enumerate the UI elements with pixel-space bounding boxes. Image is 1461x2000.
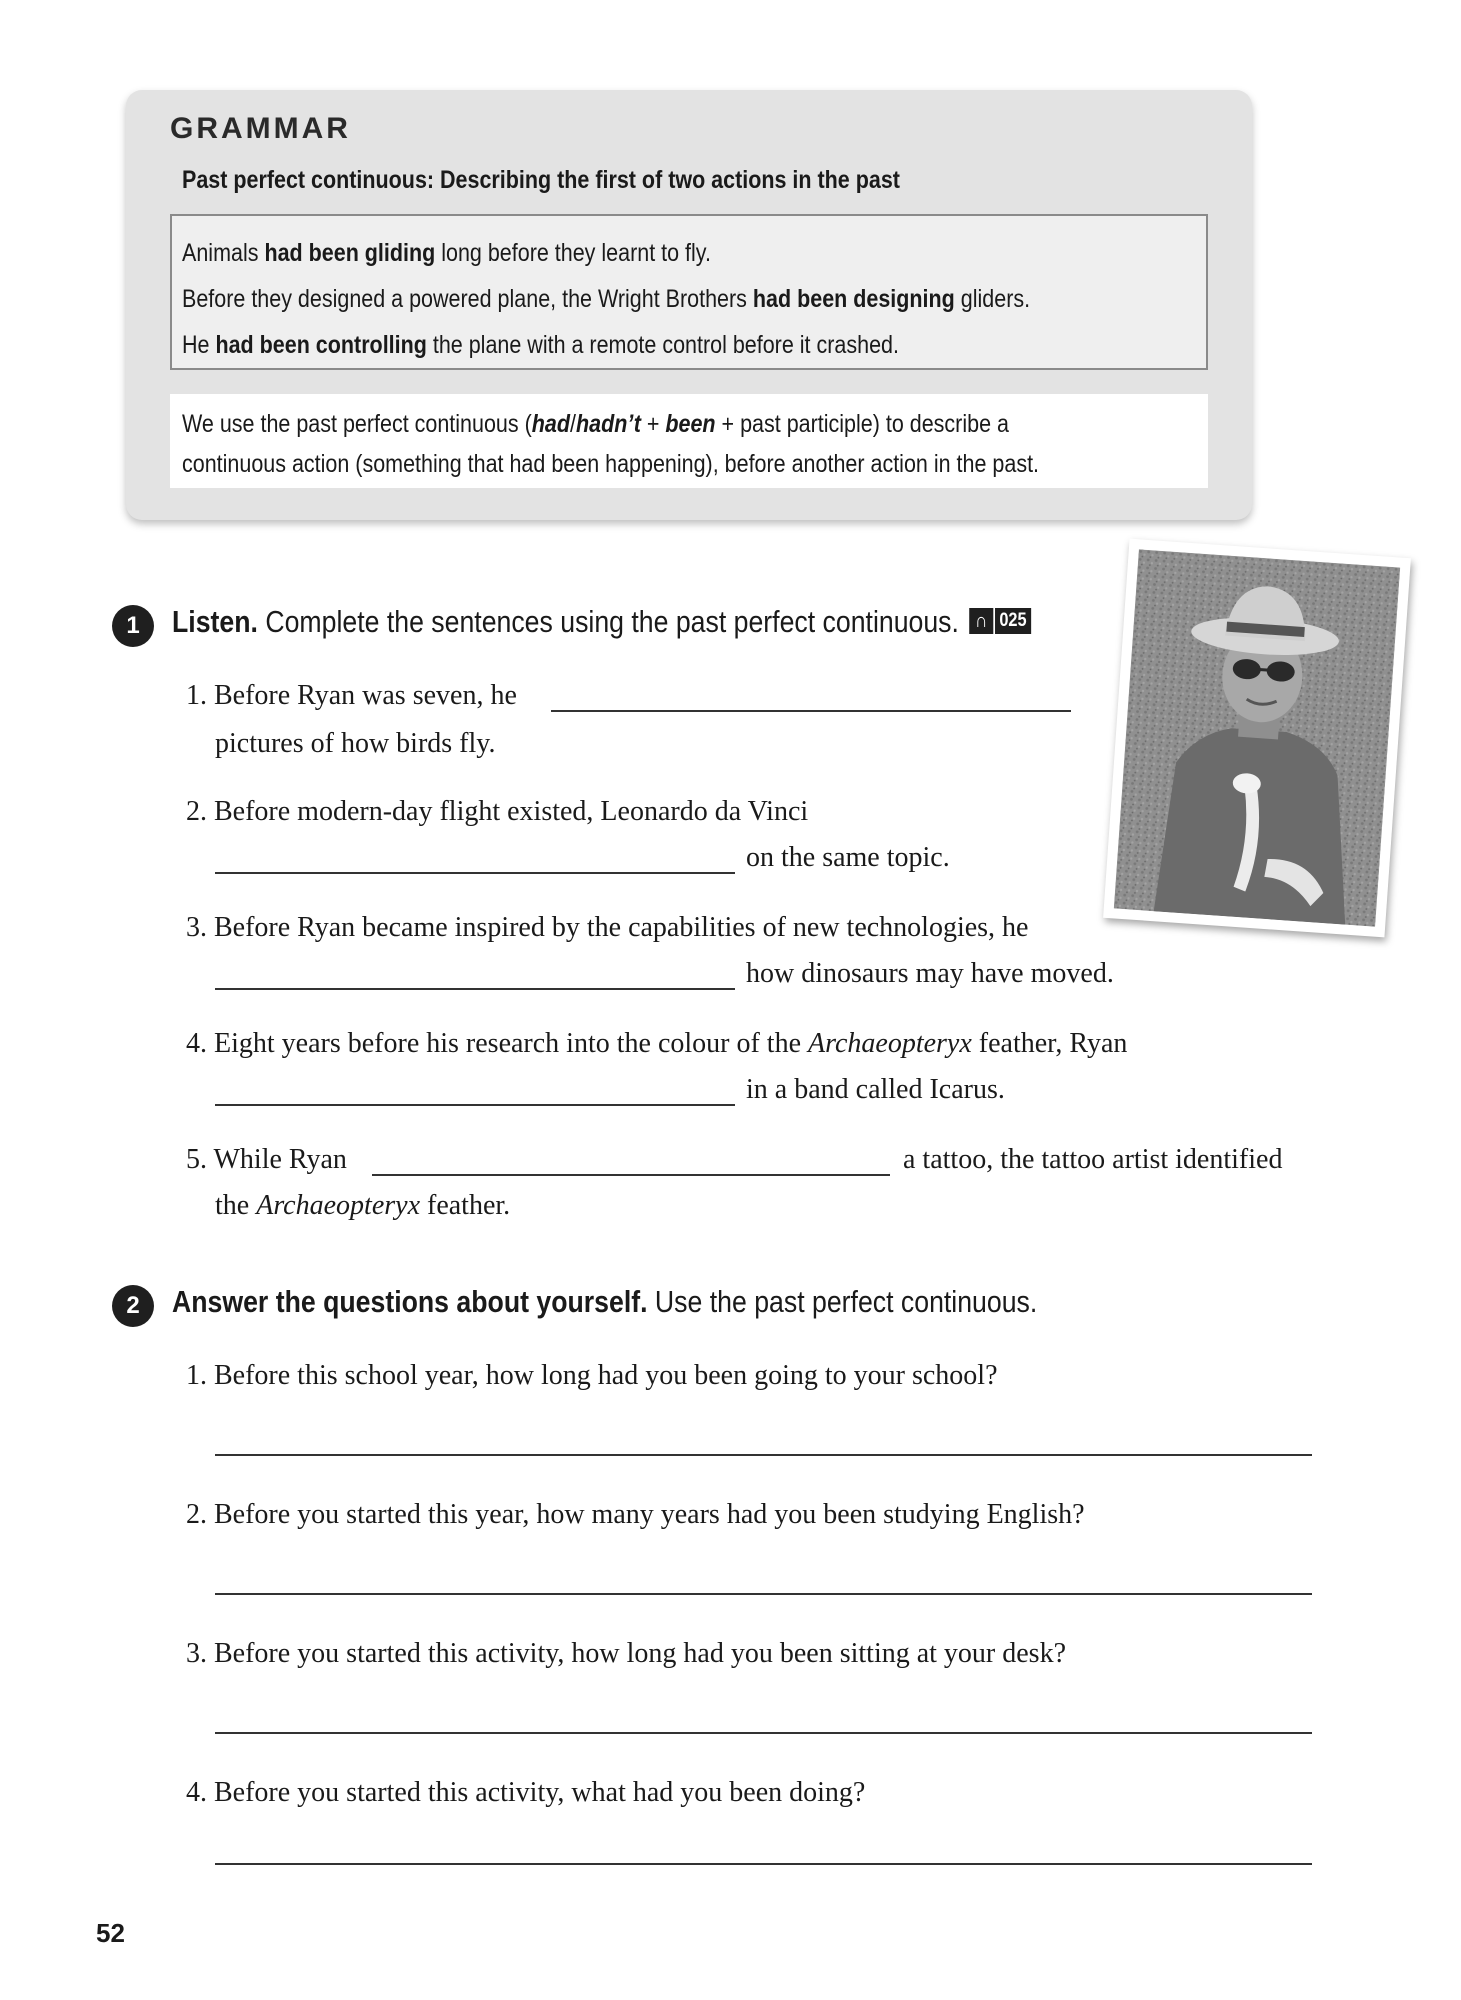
exercise-2-question-1: 1. Before this school year, how long had you been going to your school?: [186, 1360, 998, 1391]
answer-line[interactable]: [215, 1454, 1312, 1456]
answer-line[interactable]: [215, 1732, 1312, 1734]
exercise-1-item-1: 1. Before Ryan was seven, he: [186, 680, 517, 711]
answer-blank[interactable]: [215, 872, 735, 874]
person-photo-image: [1114, 549, 1400, 926]
exercise-1-item-4: 4. Eight years before his research into the colour of the Archaeopteryx feather, Ryan: [186, 1028, 1128, 1059]
exercise-2-question-2: 2. Before you started this year, how many years had you been studying English?: [186, 1499, 1085, 1530]
ryan-photo: [1103, 539, 1411, 938]
example-sentence: Animals had been gliding long before they learnt to fly.: [182, 239, 711, 267]
exercise-1-item-3: 3. Before Ryan became inspired by the capabilities of new technologies, he: [186, 912, 1029, 943]
answer-blank[interactable]: [551, 710, 1071, 712]
exercise-1-item-2-cont: on the same topic.: [746, 842, 950, 873]
answer-blank[interactable]: [215, 988, 735, 990]
grammar-rule: We use the past perfect continuous (had/hadn’t + been + past participle) to describe a continuous action (something that had been happening), before another action in the past.: [170, 394, 1208, 488]
exercise-1-item-5-cont: the Archaeopteryx feather.: [215, 1190, 511, 1221]
grammar-title: GRAMMAR: [170, 112, 351, 145]
audio-track-number: 025: [995, 608, 1031, 634]
exercise-1-item-1-cont: pictures of how birds fly.: [215, 728, 496, 759]
exercise-1-item-5-mid: a tattoo, the tattoo artist identified: [903, 1144, 1283, 1175]
page-number: 52: [96, 1918, 125, 1948]
audio-track-icon[interactable]: [969, 605, 1031, 633]
example-sentence: Before they designed a powered plane, the Wright Brothers had been designing gliders.: [182, 285, 1031, 313]
exercise-1-heading: Listen. Complete the sentences using the past perfect continuous. ∩ 025: [172, 604, 1031, 640]
answer-line[interactable]: [215, 1863, 1312, 1865]
exercise-2-heading: Answer the questions about yourself. Use the past perfect continuous.: [172, 1284, 1038, 1319]
exercise-2-question-3: 3. Before you started this activity, how long had you been sitting at your desk?: [186, 1638, 1067, 1669]
exercise-1-item-3-cont: how dinosaurs may have moved.: [746, 958, 1114, 989]
answer-blank[interactable]: [215, 1104, 735, 1106]
grammar-examples: [170, 214, 1208, 370]
grammar-box: [126, 90, 1252, 520]
grammar-subtitle: Past perfect continuous: Describing the first of two actions in the past: [182, 166, 900, 194]
exercise-2-badge: 2: [112, 1285, 154, 1327]
exercise-1-item-5: 5. While Ryan: [186, 1144, 347, 1175]
answer-line[interactable]: [215, 1593, 1312, 1595]
headphones-icon: ∩: [969, 608, 993, 634]
example-sentence: He had been controlling the plane with a remote control before it crashed.: [182, 331, 899, 359]
exercise-1-item-4-cont: in a band called Icarus.: [746, 1074, 1005, 1105]
exercise-2-question-4: 4. Before you started this activity, what had you been doing?: [186, 1777, 866, 1808]
exercise-1-item-2: 2. Before modern-day flight existed, Leonardo da Vinci: [186, 796, 809, 827]
answer-blank[interactable]: [372, 1174, 890, 1176]
exercise-1-badge: 1: [112, 605, 154, 647]
